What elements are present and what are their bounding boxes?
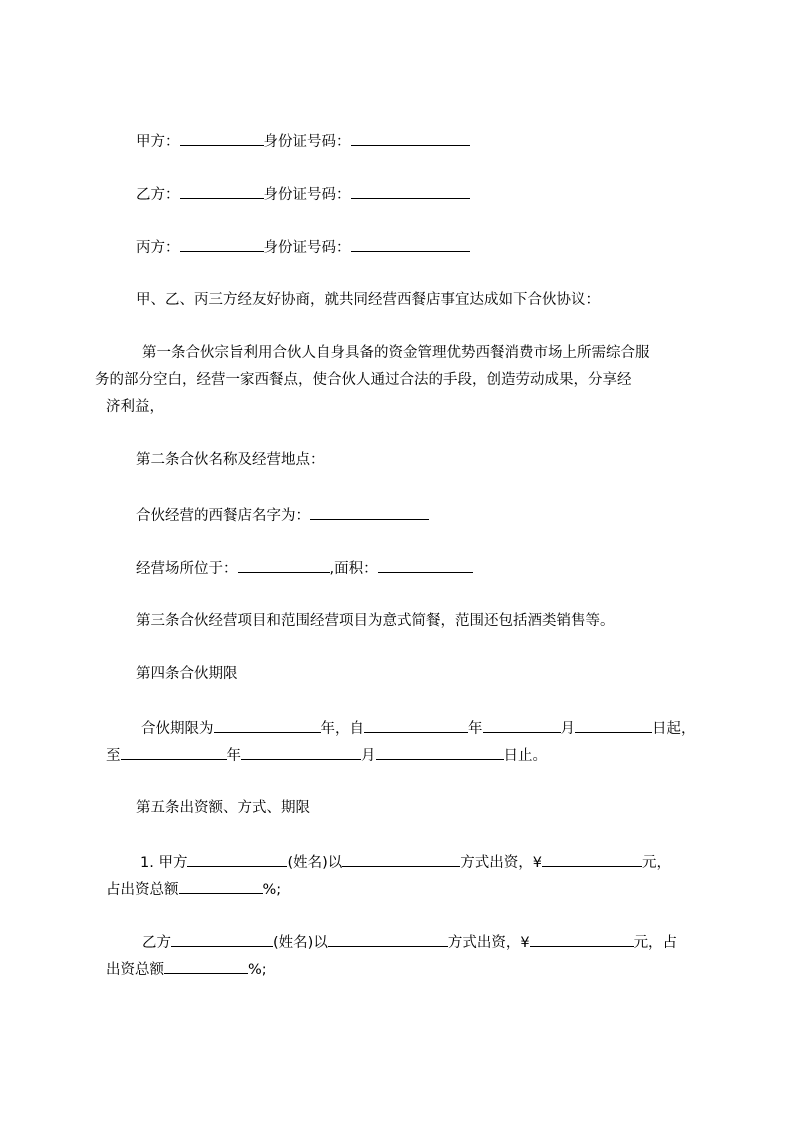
id-number-blank[interactable] <box>351 237 470 252</box>
share-label: 占出资总额 <box>106 882 179 898</box>
name-hint: (姓名)以 <box>273 935 328 951</box>
party-label: 乙方： <box>136 187 180 203</box>
name-hint: (姓名)以 <box>287 855 343 871</box>
id-label: 身份证号码： <box>263 134 351 150</box>
name-blank[interactable] <box>180 184 264 199</box>
start-month-blank[interactable] <box>483 718 561 733</box>
yi-amount-blank[interactable] <box>530 932 634 947</box>
area-blank[interactable] <box>378 558 473 573</box>
article2-title: 第二条合伙名称及经营地点： <box>136 452 325 468</box>
yi-method-blank[interactable] <box>328 932 448 947</box>
party-label: 甲方： <box>136 134 180 150</box>
id-label: 身份证号码： <box>263 187 351 203</box>
shop-name-label: 合伙经营的西餐店名字为： <box>136 508 310 524</box>
year-unit: 年 <box>320 721 335 737</box>
intro-paragraph: 甲、乙、丙三方经友好协商，就共同经营西餐店事宜达成如下合伙协议： <box>136 292 600 308</box>
yi-contribution-line1 <box>142 932 677 953</box>
party-jia-line <box>136 131 470 152</box>
share-label: 出资总额 <box>106 962 164 978</box>
to-label: 至 <box>106 748 121 764</box>
year-unit: 年 <box>468 721 483 737</box>
term-line1 <box>141 718 696 739</box>
term-years-blank[interactable] <box>214 718 321 733</box>
yi-name-blank[interactable] <box>171 932 273 947</box>
jia-prefix: 1. 甲方 <box>140 855 188 871</box>
id-number-blank[interactable] <box>351 131 470 146</box>
term-label: 合伙期限为 <box>141 721 214 737</box>
location-blank[interactable] <box>238 558 330 573</box>
article5-title: 第五条出资额、方式、期限 <box>136 800 310 816</box>
percent-label: %; <box>262 882 282 898</box>
method-label: 方式出资，¥ <box>460 855 543 871</box>
name-blank[interactable] <box>180 131 264 146</box>
month-unit: 月 <box>560 721 575 737</box>
term-line2 <box>106 745 547 766</box>
start-year-blank[interactable] <box>364 718 468 733</box>
year-unit: 年 <box>226 748 241 764</box>
start-day-label: 日起， <box>652 721 696 737</box>
end-month-blank[interactable] <box>241 745 361 760</box>
from-label: ，自 <box>335 721 364 737</box>
article1-line1: 第一条合伙宗旨利用合伙人自身具备的资金管理优势西餐消费市场上所需综合服 <box>142 345 650 361</box>
end-day-label: 日止。 <box>503 748 547 764</box>
yi-prefix: 乙方 <box>142 935 171 951</box>
location-line <box>136 558 473 579</box>
id-label: 身份证号码： <box>263 240 351 256</box>
yuan-label: 元，占 <box>633 935 678 951</box>
percent-label: %; <box>248 962 267 978</box>
method-label: 方式出资，¥ <box>447 935 530 951</box>
id-number-blank[interactable] <box>351 184 470 199</box>
party-bing-line <box>136 237 470 258</box>
yuan-label: 元， <box>642 855 672 871</box>
article1-line3: 济利益， <box>106 399 164 415</box>
area-label: 面积： <box>334 561 378 577</box>
party-label: 丙方： <box>136 240 180 256</box>
article1-line2: 务的部分空白，经营一家西餐点，使合伙人通过合法的手段，创造劳动成果，分享经 <box>95 372 632 388</box>
jia-name-blank[interactable] <box>187 852 287 867</box>
jia-contribution-line2 <box>106 879 281 900</box>
end-day-blank[interactable] <box>376 745 504 760</box>
jia-amount-blank[interactable] <box>542 852 642 867</box>
area-separator: , <box>329 561 335 577</box>
name-blank[interactable] <box>180 237 264 252</box>
start-day-blank[interactable] <box>575 718 652 733</box>
shop-name-line <box>136 505 429 526</box>
jia-method-blank[interactable] <box>342 852 460 867</box>
shop-name-blank[interactable] <box>310 505 429 520</box>
end-year-blank[interactable] <box>121 745 227 760</box>
yi-contribution-line2 <box>106 959 267 980</box>
article4-title: 第四条合伙期限 <box>136 666 238 682</box>
jia-contribution-line1 <box>140 852 671 873</box>
location-label: 经营场所位于： <box>136 561 238 577</box>
article3-paragraph: 第三条合伙经营项目和范围经营项目为意式简餐，范围还包括酒类销售等。 <box>136 613 615 629</box>
party-yi-line <box>136 184 470 205</box>
month-unit: 月 <box>361 748 376 764</box>
jia-share-blank[interactable] <box>179 879 263 894</box>
yi-share-blank[interactable] <box>164 959 248 974</box>
